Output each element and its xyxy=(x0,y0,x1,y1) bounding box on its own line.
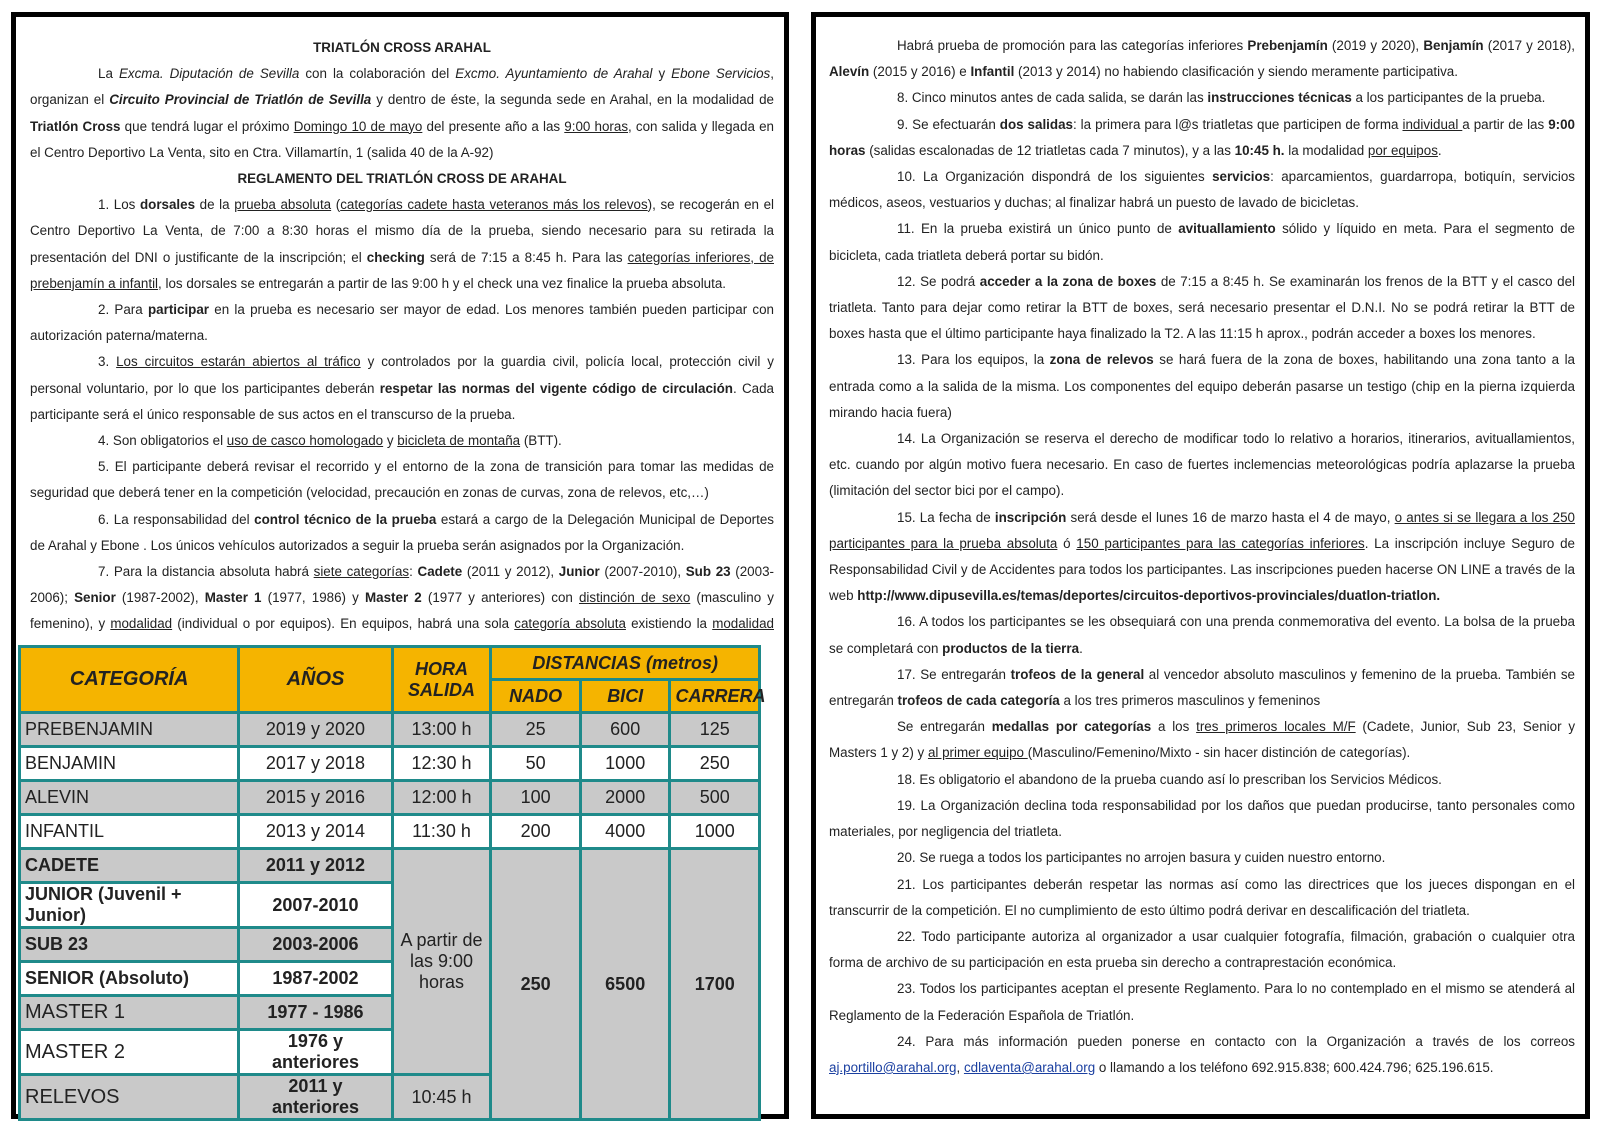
cell-nado-absoluta: 250 xyxy=(492,850,579,1118)
right-page xyxy=(811,12,1590,1119)
inscription-url[interactable]: http://www.dipusevilla.es/temas/deportes/circuitos-deportivos-provinciales/duatlon-triatlon. xyxy=(857,588,1441,604)
rule-10: 10. La Organización dispondrá de los siguientes servicios: aparcamientos, guardarropa, botiquín, servicios médicos, aseos, vestuarios y duchas; al finalizar habrá un puesto de lavado de bicicletas. xyxy=(829,169,1575,211)
rule-11: 11. En la prueba existirá un único punto de avituallamiento sólido y líquido en meta. Para el segmento de bicicleta, cada triatleta deberá portar su bidón. xyxy=(829,221,1576,263)
header-carrera: CARRERA xyxy=(671,681,758,711)
cell-categoria: RELEVOS xyxy=(21,1076,237,1118)
cell-anos: 2013 y 2014 xyxy=(240,816,390,847)
table-row xyxy=(21,782,758,813)
rule-19: 19. La Organización declina toda responsabilidad por los daños que puedan producirse, tanto personales como materiales, por negligencia del triatleta. xyxy=(829,797,1575,840)
rule-16: 16. A todos los participantes se les obsequiará con una prenda conmemorativa del evento. La bolsa de la prueba se completará con productos de la tierra. xyxy=(829,614,1575,656)
cell-nado: 200 xyxy=(492,816,579,847)
cell-carrera: 500 xyxy=(671,782,758,813)
table-row xyxy=(21,816,758,847)
header-distancias: DISTANCIAS (metros) xyxy=(492,648,758,678)
cell-hora: 13:00 h xyxy=(394,714,490,745)
cell-carrera: 125 xyxy=(671,714,758,745)
right-text xyxy=(829,33,1575,1081)
rule-7: 7. Para la distancia absoluta habrá siete categorías: Cadete (2011 y 2012), Junior (2007-2010), Sub 23 (2003-2006); Senior (1987-2002), Master 1 (1977, 1986) y Master 2 (1977 y anteriores) con distinción de sexo (masculino y femenino), y modalidad (individual o por equipos). En equipos, habrá una sola categoría absoluta existiendo la modalidad xyxy=(30,564,774,632)
rule-14: 14. La Organización se reserva el derecho de modificar todo lo relativo a horarios, itinerarios, avituallamientos, etc. cuando por algún motivo fuera necesario. En caso de fuertes inclemencias meteorológicas podría aplazarse la prueba (limitación del sector bici por el campo). xyxy=(829,431,1575,499)
rule-8: 8. Cinco minutos antes de cada salida, se darán las instrucciones técnicas a los participantes de la prueba. xyxy=(897,90,1546,106)
cell-anos: 1977 - 1986 xyxy=(240,997,390,1028)
cell-bici: 1000 xyxy=(582,748,669,779)
promo-paragraph: Habrá prueba de promoción para las categorías inferiores Prebenjamín (2019 y 2020), Benjamín (2017 y 2018), Alevín (2015 y 2016) e Infantil (2013 y 2014) no habiendo clasificación y siendo meramente participativa. xyxy=(829,38,1576,80)
header-categoria: CATEGORÍA xyxy=(21,648,237,711)
doc-title: TRIATLÓN CROSS ARAHAL xyxy=(313,40,491,55)
cell-nado: 25 xyxy=(492,714,579,745)
cell-bici: 4000 xyxy=(582,816,669,847)
rule-17-medals: Se entregarán medallas por categorías a los tres primeros locales M/F (Cadete, Junior, Sub 23, Senior y Masters 1 y 2) y al primer equipo (Masculino/Femenino/Mixto - sin hacer distinción de categorías). xyxy=(829,719,1576,761)
cell-anos: 2015 y 2016 xyxy=(240,782,390,813)
cell-categoria: INFANTIL xyxy=(21,816,237,847)
rule-18: 18. Es obligatorio el abandono de la prueba cuando así lo prescriban los Servicios Médicos. xyxy=(897,771,1442,787)
cell-anos: 2011 y anteriores xyxy=(240,1076,390,1118)
cell-categoria: ALEVIN xyxy=(21,782,237,813)
cell-anos: 2011 y 2012 xyxy=(240,850,390,881)
rule-17: 17. Se entregarán trofeos de la general al vencedor absoluto masculinos y femenino de la prueba. También se entregarán trofeos de cada categoría a los tres primeros masculinos y femeninos xyxy=(829,666,1575,709)
cell-categoria: MASTER 1 xyxy=(21,997,237,1028)
cell-carrera: 250 xyxy=(671,748,758,779)
email-link-cdlaventa[interactable]: cdlaventa@arahal.org xyxy=(963,1059,1096,1075)
cell-categoria: MASTER 2 xyxy=(21,1031,237,1073)
rule-2: 2. Para participar en la prueba es necesario ser mayor de edad. Los menores también pueden participar con autorización paterna/materna. xyxy=(30,302,774,344)
cell-hora: 12:00 h xyxy=(394,782,490,813)
cell-bici: 2000 xyxy=(582,782,669,813)
header-anos: AÑOS xyxy=(240,648,390,711)
rule-5: 5. El participante deberá revisar el recorrido y el entorno de la zona de transición para tomar las medidas de seguridad que deberá tener en la competición (velocidad, precaución en zonas de curvas, zona de relevos, etc,…) xyxy=(30,459,774,501)
cell-hora: 10:45 h xyxy=(394,1076,490,1118)
cell-nado: 50 xyxy=(492,748,579,779)
cell-categoria: SUB 23 xyxy=(21,929,237,960)
cell-categoria: CADETE xyxy=(21,850,237,881)
rule-13: 13. Para los equipos, la zona de relevos se hará fuera de la zona de boxes, habilitando una zona tanto a la entrada como a la salida de la misma. Los componentes del equipo deberán pasarse un testigo (chip en la pierna izquierda mirando hacia fuera) xyxy=(829,352,1575,420)
cell-categoria: PREBENJAMIN xyxy=(21,714,237,745)
cell-hora: 12:30 h xyxy=(394,748,490,779)
cell-bici: 600 xyxy=(582,714,669,745)
cell-categoria: JUNIOR (Juvenil + Junior) xyxy=(21,884,237,926)
table-row xyxy=(21,748,758,779)
rule-15: 15. La fecha de inscripción será desde el lunes 16 de marzo hasta el 4 de mayo, o antes si se llegara a los 250 participantes para la prueba absoluta ó 150 participantes para las categorías inferiores. La inscripción incluye Seguro de Responsabilidad Civil y de Accidentes para todos los participantes. Las inscripciones pueden hacerse ON LINE a través de la web http://www.dipusevilla.es/temas/deportes/circuitos-deportivos-provinciales/duatlon-triatlon. xyxy=(829,509,1576,604)
intro-paragraph: La Excma. Diputación de Sevilla con la colaboración del Excmo. Ayuntamiento de Arahal y Ebone Servicios, organizan el Circuito Provincial de Triatlón de Sevilla y dentro de éste, la segunda sede en Arahal, en la modalidad de Triatlón Cross que tendrá lugar el próximo Domingo 10 de mayo del presente año a las 9:00 horas, con salida y llegada en el Centro Deportivo La Venta, sito en Ctra. Villamartín, 1 (salida 40 de la A-92) xyxy=(30,66,774,160)
rule-23: 23. Todos los participantes aceptan el presente Reglamento. Para lo no contemplado en el mismo se atenderá al Reglamento de la Federación Española de Triatlón. xyxy=(829,981,1575,1023)
rule-20: 20. Se ruega a todos los participantes no arrojen basura y cuiden nuestro entorno. xyxy=(897,850,1386,866)
cell-hora-absoluta: A partir de las 9:00 horas xyxy=(394,850,490,1073)
rule-21: 21. Los participantes deberán respetar las normas así como las directrices que los jueces dispongan en el transcurrir de la competición. El no cumplimiento de esto último podrá derivar en descalificación del triatleta. xyxy=(829,876,1575,918)
cell-anos: 1987-2002 xyxy=(240,963,390,994)
category-table xyxy=(18,645,766,1121)
rule-9: 9. Se efectuarán dos salidas: la primera para l@s triatletas que participen de forma individual a partir de las 9:00 horas (salidas escalonadas de 12 triatletas cada 7 minutos), y a las 10:45 h. la modalidad por equipos. xyxy=(829,116,1575,158)
regulation-title: REGLAMENTO DEL TRIATLÓN CROSS DE ARAHAL xyxy=(237,171,567,187)
rule-6: 6. La responsabilidad del control técnico de la prueba estará a cargo de la Delegación Municipal de Deportes de Arahal y Ebone . Los únicos vehículos autorizados a seguir la prueba serán asignados por la Organización. xyxy=(30,511,774,553)
cell-nado: 100 xyxy=(492,782,579,813)
cell-anos: 2017 y 2018 xyxy=(240,748,390,779)
cell-anos: 1976 y anteriores xyxy=(240,1031,390,1073)
cell-categoria: BENJAMIN xyxy=(21,748,237,779)
table-row xyxy=(21,850,758,881)
cell-anos: 2019 y 2020 xyxy=(240,714,390,745)
rule-4: 4. Son obligatorios el uso de casco homologado y bicicleta de montaña (BTT). xyxy=(98,433,562,449)
header-hora-salida: HORA SALIDA xyxy=(394,648,490,711)
rule-1: 1. Los dorsales de la prueba absoluta (categorías cadete hasta veteranos más los relevos), se recogerán en el Centro Deportivo La Venta, de 7:00 a 8:30 horas el mismo día de la prueba, siendo necesario para su retirada la presentación del DNI o justificante de la inscripción; el checking será de 7:15 a 8:45 h. Para las categorías inferiores, de prebenjamín a infantil, los dorsales se entregarán a partir de las 9:00 h y el check una vez finalice la prueba absoluta. xyxy=(30,197,775,291)
cell-carrera-absoluta: 1700 xyxy=(671,850,758,1118)
cell-anos: 2007-2010 xyxy=(240,884,390,926)
header-bici: BICI xyxy=(582,681,669,711)
rule-3: 3. Los circuitos estarán abiertos al tráfico y controlados por la guardia civil, policía local, protección civil y personal voluntario, por lo que los participantes deberán respetar las normas del vigente código de circulación. Cada participante será el único responsable de sus actos en el transcurso de la prueba. xyxy=(30,354,775,422)
email-link-portillo[interactable]: aj.portillo@arahal.org xyxy=(829,1059,957,1075)
header-nado: NADO xyxy=(492,681,579,711)
cell-bici-absoluta: 6500 xyxy=(582,850,669,1118)
table-row xyxy=(21,714,758,745)
left-text xyxy=(30,35,774,664)
cell-carrera: 1000 xyxy=(671,816,758,847)
cell-hora: 11:30 h xyxy=(394,816,490,847)
cell-categoria: SENIOR (Absoluto) xyxy=(21,963,237,994)
cell-anos: 2003-2006 xyxy=(240,929,390,960)
rule-24: 24. Para más información pueden ponerse en contacto con la Organización a través de los correos aj.portillo@arahal.org, cdlaventa@arahal.org o llamando a los teléfono 692.915.838; 600.424.796; 625.196.615. xyxy=(829,1033,1575,1075)
rule-22: 22. Todo participante autoriza al organizador a usar cualquier fotografía, filmación, grabación o cualquier otra forma de archivo de su participación en esta prueba sin derecho a contraprestación económica. xyxy=(829,928,1575,971)
rule-12: 12. Se podrá acceder a la zona de boxes de 7:15 a 8:45 h. Se examinarán los frenos de la BTT y el casco del triatleta. Tanto para dejar como retirar la BTT de boxes, será necesario presentar el D.N.I. No se podrá retirar la BTT de boxes hasta que el último participante haya finalizado la T2. A las 11:15 h aprox., podrán acceder a boxes los menores. xyxy=(829,273,1575,342)
